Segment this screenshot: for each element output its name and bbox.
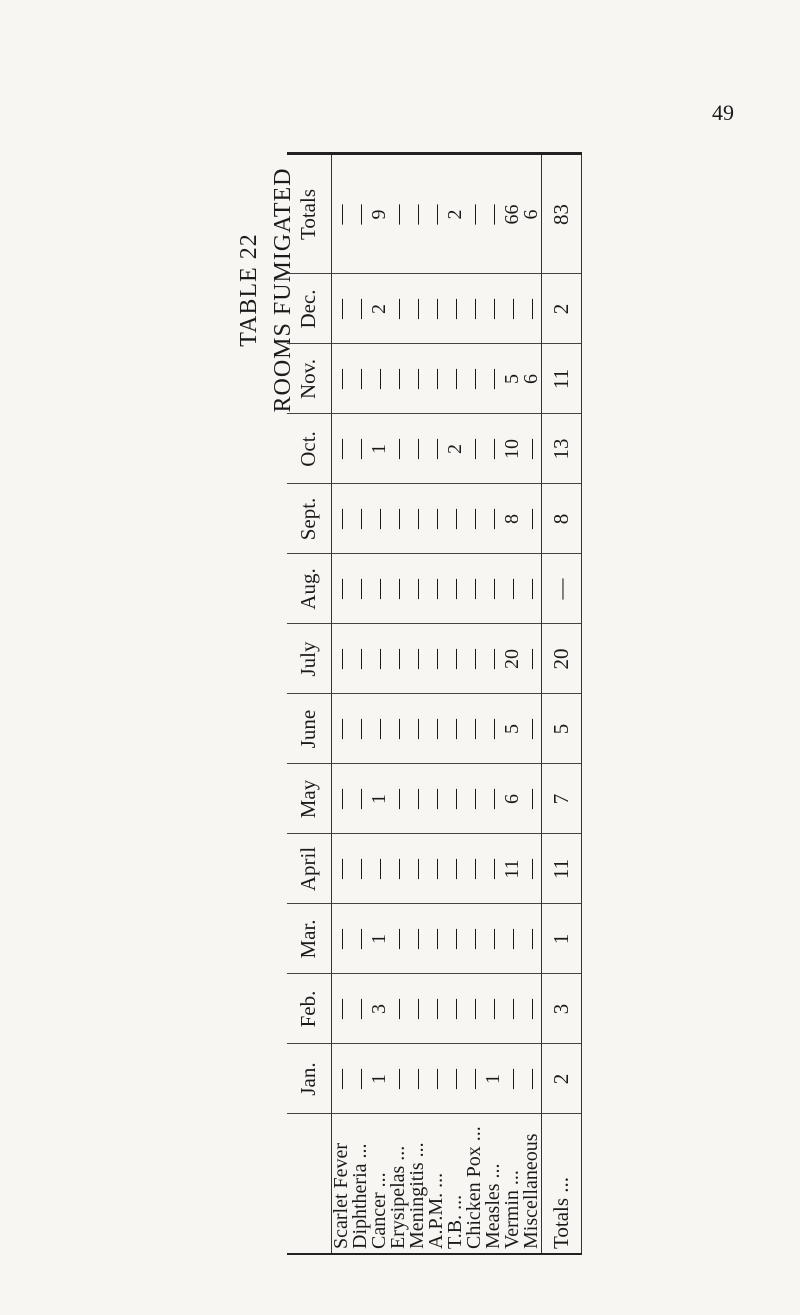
table-cell: — — [484, 764, 503, 834]
table-cell: — — [351, 764, 370, 834]
table-cell: — — [408, 274, 427, 344]
table-cell: — — [503, 1044, 522, 1114]
header-row — [287, 154, 331, 1254]
table-body — [331, 154, 542, 1254]
table-row — [465, 154, 484, 1254]
column-header: July — [287, 624, 331, 694]
table-cell: — — [370, 484, 389, 554]
table-row — [351, 154, 370, 1254]
column-header: Jan. — [287, 1044, 331, 1114]
row-label: Scarlet Fever — [331, 1114, 351, 1254]
table-cell: — — [331, 624, 351, 694]
table-row — [503, 154, 522, 1254]
table-subtitle: ROOMS FUMIGATED — [270, 167, 296, 413]
table-cell: — — [465, 274, 484, 344]
table-cell: 1 — [370, 904, 389, 974]
table-cell: — — [446, 834, 465, 904]
totals-cell: 1 — [542, 904, 582, 974]
table-cell: 1 — [370, 1044, 389, 1114]
row-label: Meningitis ... — [408, 1114, 427, 1254]
table-cell: — — [522, 414, 542, 484]
table-cell: — — [446, 1044, 465, 1114]
table-cell: — — [331, 414, 351, 484]
row-label: Chicken Pox ... — [465, 1114, 484, 1254]
table-cell: 2 — [446, 414, 465, 484]
table-title: TABLE 22 — [236, 233, 262, 347]
table-cell: — — [522, 1044, 542, 1114]
grand-total-cell: 83 — [542, 154, 582, 274]
table-cell: 1 — [370, 764, 389, 834]
totals-cell: 20 — [542, 624, 582, 694]
column-header: June — [287, 694, 331, 764]
table-cell: — — [427, 1044, 446, 1114]
table-cell: — — [331, 484, 351, 554]
table-cell: — — [408, 624, 427, 694]
row-label: A.P.M. ... — [427, 1114, 446, 1254]
table-cell: — — [351, 414, 370, 484]
table-cell: — — [427, 834, 446, 904]
totals-row — [542, 154, 582, 1254]
totals-cell: — — [542, 554, 582, 624]
table-cell: — — [389, 414, 408, 484]
table-cell: — — [465, 484, 484, 554]
table-cell: — — [465, 974, 484, 1044]
table-cell: — — [446, 764, 465, 834]
page-number: 49 — [712, 100, 734, 125]
table-cell: 8 — [503, 484, 522, 554]
table-cell: — — [484, 414, 503, 484]
table-cell: — — [351, 694, 370, 764]
table-cell: — — [331, 274, 351, 344]
table-cell: — — [503, 274, 522, 344]
table-cell: — — [408, 974, 427, 1044]
table-cell: — — [446, 904, 465, 974]
table-cell: — — [427, 624, 446, 694]
table-cell: — — [408, 1044, 427, 1114]
table-cell: 6 — [522, 344, 542, 414]
table-cell: — — [331, 764, 351, 834]
totals-cell: 5 — [542, 694, 582, 764]
table-cell: — — [465, 834, 484, 904]
table-cell: 10 — [503, 414, 522, 484]
table-cell: — — [484, 974, 503, 1044]
table-cell: — — [389, 904, 408, 974]
table-cell: — — [351, 484, 370, 554]
totals-cell: 2 — [542, 274, 582, 344]
totals-cell: 11 — [542, 344, 582, 414]
table-cell: — — [331, 834, 351, 904]
totals-cell: 13 — [542, 414, 582, 484]
table-row — [389, 154, 408, 1254]
totals-cell: 8 — [542, 484, 582, 554]
column-header: Sept. — [287, 484, 331, 554]
table-cell: — — [351, 344, 370, 414]
table-cell: — — [351, 974, 370, 1044]
table-cell: — — [522, 764, 542, 834]
table-cell: — — [389, 624, 408, 694]
table-cell: — — [522, 904, 542, 974]
row-label: Diphtheria ... — [351, 1114, 370, 1254]
row-total-cell: — — [331, 154, 351, 274]
table-cell: — — [351, 624, 370, 694]
totals-label: Totals ... — [542, 1114, 582, 1254]
column-header: Mar. — [287, 904, 331, 974]
table-cell: 1 — [370, 414, 389, 484]
table-cell: — — [389, 1044, 408, 1114]
row-total-cell: — — [427, 154, 446, 274]
table-cell: — — [522, 624, 542, 694]
table-cell: — — [446, 344, 465, 414]
column-header-totals: Totals — [287, 154, 331, 274]
table-cell: — — [427, 274, 446, 344]
table-cell: — — [522, 554, 542, 624]
row-total-cell: — — [351, 154, 370, 274]
table-cell: — — [503, 974, 522, 1044]
table-cell: — — [351, 274, 370, 344]
table-row — [484, 154, 503, 1254]
table-cell: — — [408, 834, 427, 904]
column-header: May — [287, 764, 331, 834]
rotated-table — [287, 155, 582, 1255]
table-cell: — — [522, 274, 542, 344]
table-row — [522, 154, 542, 1254]
totals-cell: 7 — [542, 764, 582, 834]
column-header: Feb. — [287, 974, 331, 1044]
row-total-cell: — — [465, 154, 484, 274]
totals-cell: 3 — [542, 974, 582, 1044]
table-cell: — — [408, 694, 427, 764]
table-cell: — — [351, 1044, 370, 1114]
table-cell: — — [484, 624, 503, 694]
table-cell: — — [331, 904, 351, 974]
table-cell: 20 — [503, 624, 522, 694]
table-cell: — — [427, 344, 446, 414]
table-cell: — — [484, 554, 503, 624]
row-label: Measles ... — [484, 1114, 503, 1254]
table-cell: — — [408, 904, 427, 974]
column-header: Dec. — [287, 274, 331, 344]
table-cell: — — [370, 554, 389, 624]
table-cell: — — [484, 344, 503, 414]
table-cell: — — [446, 274, 465, 344]
table-cell: — — [446, 694, 465, 764]
table-cell: — — [331, 694, 351, 764]
column-header: Nov. — [287, 344, 331, 414]
table-cell: — — [408, 554, 427, 624]
table-cell: — — [331, 344, 351, 414]
table-cell: — — [465, 764, 484, 834]
table-cell: — — [446, 554, 465, 624]
table-cell: — — [389, 344, 408, 414]
row-total-cell: 2 — [446, 154, 465, 274]
row-label: T.B. ... — [446, 1114, 465, 1254]
table-cell: — — [446, 974, 465, 1044]
table-cell: — — [503, 904, 522, 974]
table-cell: — — [427, 414, 446, 484]
row-total-cell: — — [389, 154, 408, 274]
table-row — [370, 154, 389, 1254]
table-cell: — — [389, 694, 408, 764]
table-cell: 5 — [503, 344, 522, 414]
table-cell: — — [331, 554, 351, 624]
table-cell: — — [389, 834, 408, 904]
totals-cell: 2 — [542, 1044, 582, 1114]
table-row — [408, 154, 427, 1254]
table-cell: — — [484, 904, 503, 974]
table-cell: — — [522, 834, 542, 904]
table-cell: — — [427, 974, 446, 1044]
row-total-cell: — — [408, 154, 427, 274]
table-cell: — — [465, 694, 484, 764]
row-label: Miscellaneous — [522, 1114, 542, 1254]
table-cell: — — [522, 694, 542, 764]
table-cell: — — [446, 624, 465, 694]
table-cell: — — [465, 414, 484, 484]
table-cell: — — [427, 484, 446, 554]
table-cell: — — [408, 414, 427, 484]
row-label: Erysipelas ... — [389, 1114, 408, 1254]
table-cell: 6 — [503, 764, 522, 834]
table-cell: — — [465, 554, 484, 624]
table-cell: — — [370, 694, 389, 764]
table-cell: — — [427, 764, 446, 834]
table-cell: 1 — [484, 1044, 503, 1114]
table-cell: — — [331, 974, 351, 1044]
table-cell: — — [370, 834, 389, 904]
table-row — [427, 154, 446, 1254]
table-row — [446, 154, 465, 1254]
table-cell: — — [331, 1044, 351, 1114]
table-cell: — — [389, 764, 408, 834]
table-cell: — — [484, 694, 503, 764]
table-cell: — — [465, 1044, 484, 1114]
table-cell: — — [351, 834, 370, 904]
column-header-label — [287, 1114, 331, 1254]
row-total-cell: 66 — [503, 154, 522, 274]
table-cell: — — [484, 484, 503, 554]
column-header: April — [287, 834, 331, 904]
table-cell: — — [522, 974, 542, 1044]
table-cell: — — [389, 554, 408, 624]
row-total-cell: — — [484, 154, 503, 274]
table-cell: — — [427, 904, 446, 974]
table-cell: — — [351, 904, 370, 974]
table-cell: — — [351, 554, 370, 624]
table-cell: — — [370, 344, 389, 414]
table-cell: — — [408, 344, 427, 414]
table-cell: — — [408, 764, 427, 834]
row-total-cell: 9 — [370, 154, 389, 274]
totals-cell: 11 — [542, 834, 582, 904]
table-cell: — — [465, 344, 484, 414]
column-header: Aug. — [287, 554, 331, 624]
column-header: Oct. — [287, 414, 331, 484]
row-total-cell: 6 — [522, 154, 542, 274]
table-cell: 5 — [503, 694, 522, 764]
row-label: Vermin ... — [503, 1114, 522, 1254]
table-cell: — — [465, 624, 484, 694]
table-cell: — — [389, 484, 408, 554]
table-cell: — — [389, 974, 408, 1044]
table-row — [331, 154, 351, 1254]
table-cell: — — [427, 694, 446, 764]
table-cell: — — [370, 624, 389, 694]
table-cell: — — [503, 554, 522, 624]
table-cell: — — [408, 484, 427, 554]
table-cell: — — [484, 274, 503, 344]
table-cell: — — [484, 834, 503, 904]
fumigation-table — [287, 153, 582, 1256]
table-cell: — — [465, 904, 484, 974]
table-cell: — — [446, 484, 465, 554]
row-label: Cancer ... — [370, 1114, 389, 1254]
table-cell: — — [427, 554, 446, 624]
table-cell: 2 — [370, 274, 389, 344]
table-cell: — — [389, 274, 408, 344]
table-cell: 11 — [503, 834, 522, 904]
table-cell: 3 — [370, 974, 389, 1044]
table-cell: — — [522, 484, 542, 554]
